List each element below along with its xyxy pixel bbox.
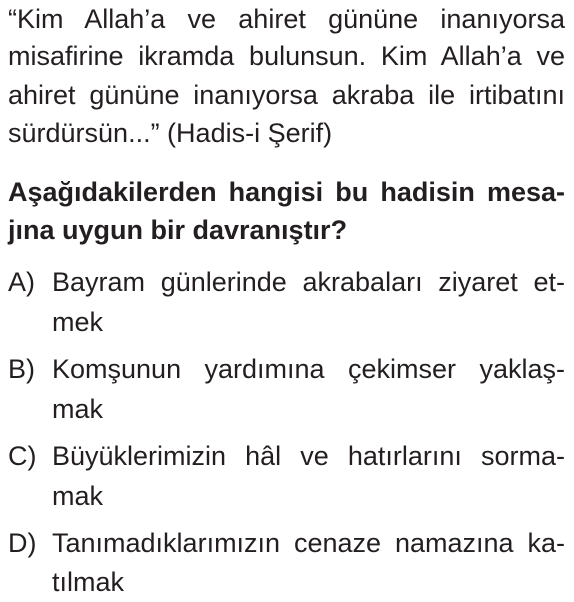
option-text-line: mak — [52, 394, 104, 424]
option-letter: D) — [8, 528, 37, 558]
question-line: Aşağıdakilerden hangisi bu hadisin mesa- — [8, 177, 565, 207]
option-text-line: mek — [52, 307, 104, 337]
option-letter: C) — [8, 441, 37, 471]
option-letter: B) — [8, 354, 35, 384]
option-text-line: Komşunun yardımına çekimser yaklaş- — [52, 354, 565, 384]
option-letter: A) — [8, 267, 35, 297]
hadith-line: sürdürsün...” (Hadis-i Şerif) — [8, 118, 333, 148]
question-line: jına uygun bir davranıştır? — [8, 215, 348, 245]
option-text-line: mak — [52, 481, 104, 511]
hadith-line: “Kim Allah’a ve ahiret gününe inanıyorsa — [8, 4, 565, 34]
hadith-line: misafirine ikramda bulunsun. Kim Allah’a ve — [8, 41, 565, 71]
option-text-line: tılmak — [52, 567, 125, 597]
option-text-line: Tanımadıklarımızın cenaze namazına ka- — [52, 528, 565, 558]
option-text-line: Bayram günlerinde akrabaları ziyaret et- — [52, 267, 565, 297]
option-text-line: Büyüklerimizin hâl ve hatırlarını sorma- — [52, 441, 565, 471]
hadith-line: ahiret gününe inanıyorsa akraba ile irtibatını — [8, 80, 565, 110]
